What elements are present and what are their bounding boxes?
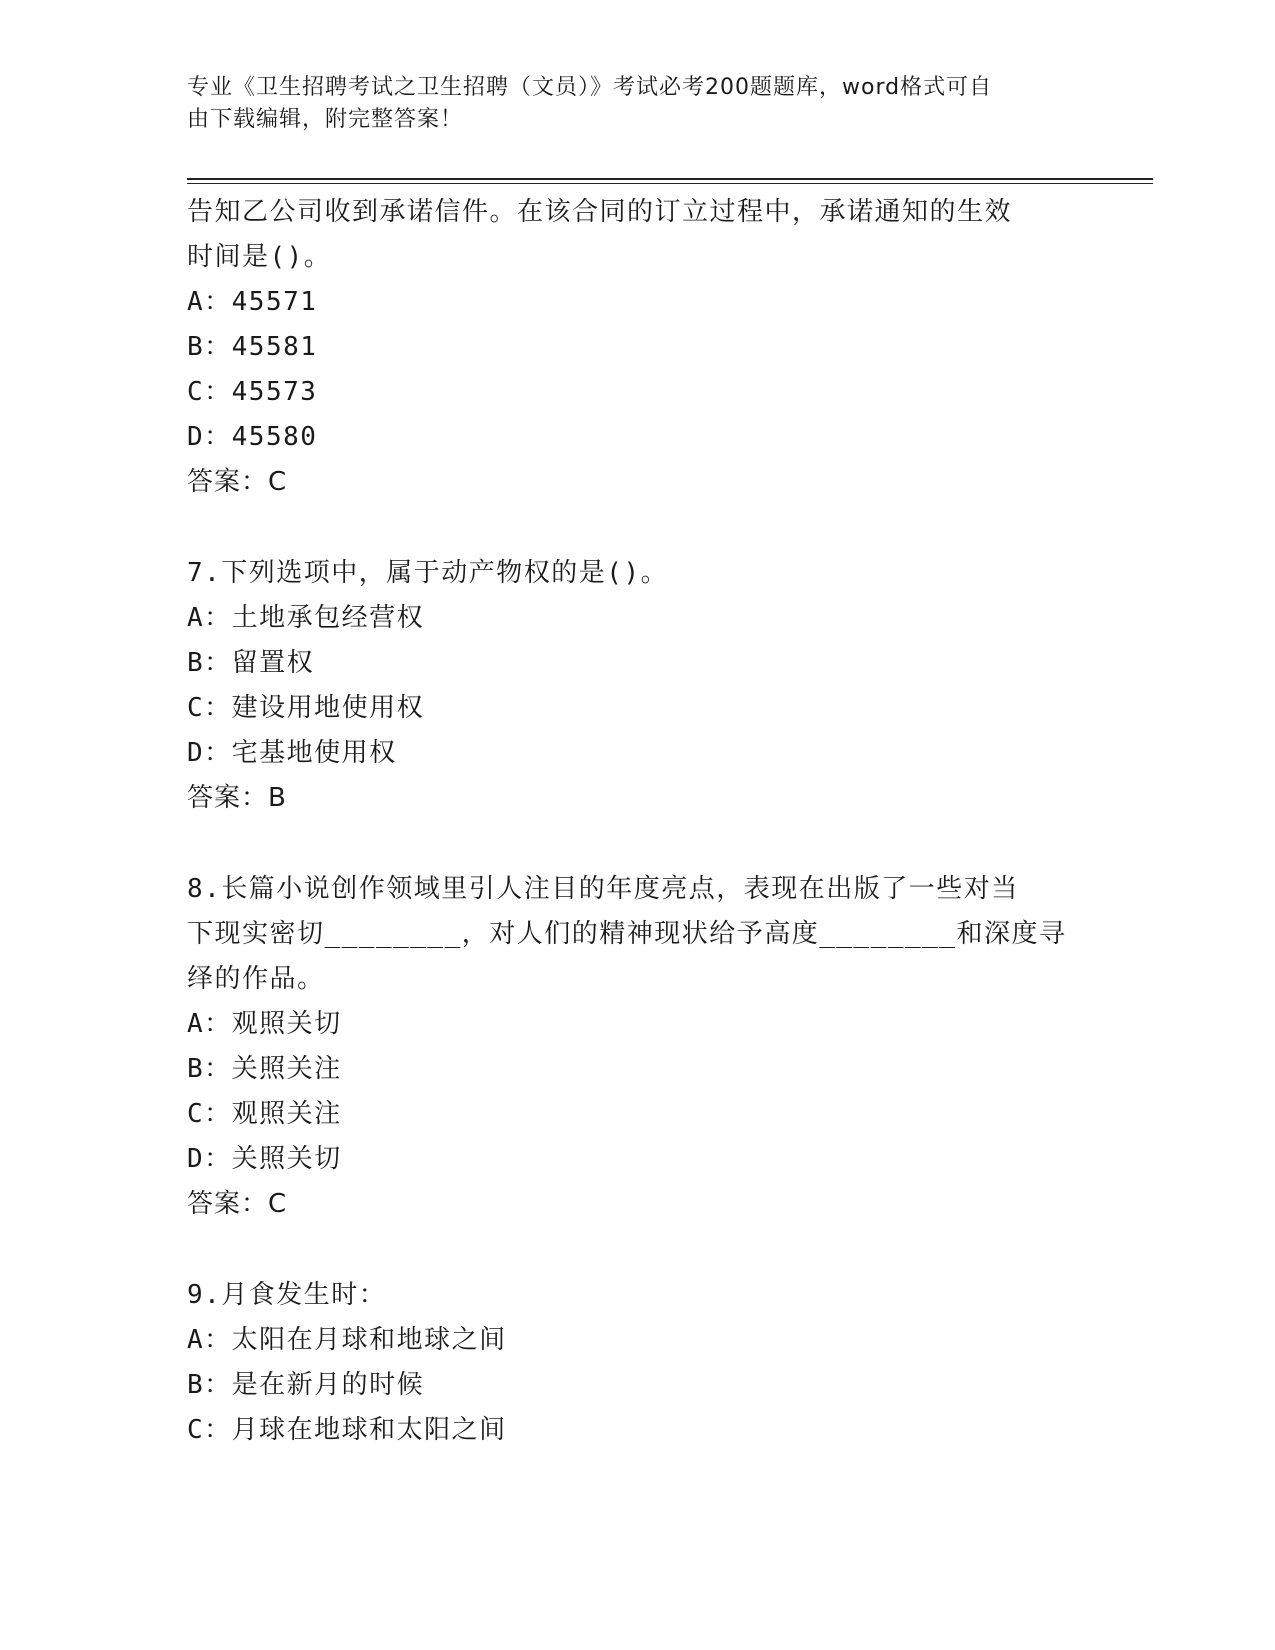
- question-stem-line: 时间是()。: [187, 242, 332, 272]
- question-9: [187, 1273, 1087, 1453]
- question-stem-line: 告知乙公司收到承诺信件。在该合同的订立过程中，承诺通知的生效: [187, 197, 1013, 227]
- option-a: A：土地承包经营权: [187, 603, 425, 633]
- question-8: [187, 867, 1087, 1227]
- answer-line: 答案：C: [187, 467, 288, 497]
- option-b: B：45581: [187, 332, 318, 362]
- question-stem-line: 9.月食发生时：: [187, 1280, 387, 1310]
- option-b: B：关照关注: [187, 1054, 342, 1084]
- question-7: [187, 551, 1087, 821]
- header-rule-thin: [187, 183, 1153, 184]
- question-stem-line: 8.长篇小说创作领域里引人注目的年度亮点，表现在出版了一些对当: [187, 874, 1019, 904]
- question-stem-line: 下现实密切________，对人们的精神现状给予高度________和深度寻: [187, 919, 1067, 949]
- question-gap: [187, 505, 1087, 551]
- option-a: A：观照关切: [187, 1009, 342, 1039]
- question-stem-line: 7.下列选项中，属于动产物权的是()。: [187, 558, 669, 588]
- option-d: D：宅基地使用权: [187, 738, 397, 768]
- document-header: [187, 72, 1067, 136]
- option-d: D：关照关切: [187, 1144, 342, 1174]
- option-b: B：留置权: [187, 648, 315, 678]
- option-c: C：月球在地球和太阳之间: [187, 1415, 507, 1445]
- option-d: D：45580: [187, 422, 318, 452]
- option-a: A：45571: [187, 287, 318, 317]
- option-c: C：建设用地使用权: [187, 693, 425, 723]
- option-c: C：45573: [187, 377, 318, 407]
- option-a: A：太阳在月球和地球之间: [187, 1325, 507, 1355]
- answer-line: 答案：B: [187, 783, 287, 813]
- option-c: C：观照关注: [187, 1099, 342, 1129]
- answer-line: 答案：C: [187, 1189, 288, 1219]
- header-line-1: 专业《卫生招聘考试之卫生招聘（文员）》考试必考200题题库，word格式可自: [187, 75, 993, 100]
- question-6: [187, 190, 1087, 505]
- question-gap: [187, 1227, 1087, 1273]
- header-rule-thick: [187, 178, 1153, 180]
- option-b: B：是在新月的时候: [187, 1370, 425, 1400]
- question-gap: [187, 821, 1087, 867]
- document-content: [187, 190, 1087, 1453]
- header-line-2: 由下载编辑，附完整答案！: [187, 107, 464, 132]
- question-stem-line: 绎的作品。: [187, 964, 325, 994]
